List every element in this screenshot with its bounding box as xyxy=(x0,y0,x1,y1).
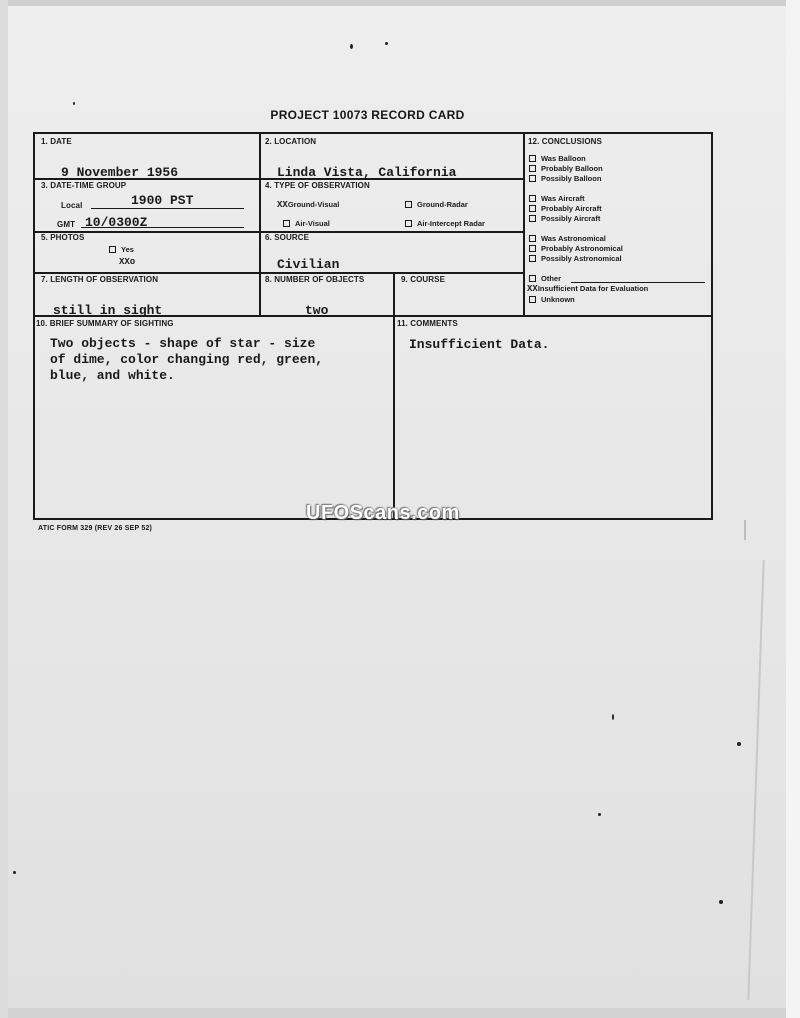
frame-top xyxy=(33,132,713,134)
checkbox xyxy=(529,155,536,162)
divider-v1 xyxy=(259,132,261,316)
other-underline xyxy=(571,282,705,283)
photos-no-marked: XXo xyxy=(119,257,136,267)
paper-crease xyxy=(744,520,746,540)
summary-line-1: Two objects - shape of star - size xyxy=(50,336,316,351)
checkbox xyxy=(529,255,536,262)
conclusion-probably-balloon: Probably Balloon xyxy=(529,164,603,173)
checkbox xyxy=(529,275,536,282)
source-label: 6. SOURCE xyxy=(265,233,310,242)
location-label: 2. LOCATION xyxy=(265,137,317,146)
number-of-objects-value: two xyxy=(305,303,329,318)
record-card xyxy=(33,132,713,520)
air-visual-text: Air-Visual xyxy=(295,219,330,228)
scan-speck xyxy=(612,714,614,720)
local-time-value: 1900 PST xyxy=(131,193,194,208)
scan-speck xyxy=(598,813,601,816)
conclusion-unknown: Unknown xyxy=(529,295,575,304)
comments-label: 11. COMMENTS xyxy=(397,319,458,328)
summary-line-3: blue, and white. xyxy=(50,368,175,383)
conclusion-probably-astronomical: Probably Astronomical xyxy=(529,244,623,253)
scan-speck xyxy=(73,102,75,105)
date-label: 1. DATE xyxy=(41,137,72,146)
scan-speck xyxy=(737,742,741,746)
checkbox xyxy=(529,195,536,202)
conclusions-label: 12. CONCLUSIONS xyxy=(528,137,602,146)
conclusion-insufficient-data: XXInsufficient Data for Evaluation xyxy=(527,284,649,294)
checkbox xyxy=(529,296,536,303)
location-value: Linda Vista, California xyxy=(277,165,457,180)
photos-label: 5. PHOTOS xyxy=(41,233,85,242)
brief-summary-label: 10. BRIEF SUMMARY OF SIGHTING xyxy=(36,319,174,328)
scan-edge-left xyxy=(0,0,8,1018)
photos-yes-checkbox xyxy=(109,246,116,253)
length-of-observation-value: still in sight xyxy=(53,303,163,318)
summary-line-2: of dime, color changing red, green, xyxy=(50,352,324,367)
checkbox xyxy=(529,165,536,172)
option-air-intercept-radar xyxy=(405,219,485,228)
course-label: 9. COURSE xyxy=(401,275,446,284)
date-value: 9 November 1956 xyxy=(61,165,179,180)
conclusion-possibly-aircraft: Possibly Aircraft xyxy=(529,214,600,223)
scan-speck xyxy=(385,42,388,45)
option-ground-radar xyxy=(405,200,468,209)
scan-speck xyxy=(13,871,16,874)
option-photos-yes xyxy=(109,245,134,254)
gmt-label: GMT xyxy=(57,220,76,229)
checkbox xyxy=(529,245,536,252)
watermark: UFOScans.com xyxy=(306,502,460,524)
scan-edge-bottom xyxy=(0,1008,800,1018)
air-intercept-radar-checkbox xyxy=(405,220,412,227)
length-of-observation-label: 7. LENGTH OF OBSERVATION xyxy=(41,275,159,284)
option-ground-visual xyxy=(277,200,339,210)
air-intercept-radar-text: Air-Intercept Radar xyxy=(417,219,485,228)
ground-visual-checkmark: XX xyxy=(277,200,288,210)
ground-visual-text: Ground-Visual xyxy=(287,200,340,209)
insufficient-data-checkmark: XX xyxy=(527,284,538,294)
form-identifier: ATIC FORM 329 (REV 26 SEP 52) xyxy=(38,525,153,532)
ground-radar-checkbox xyxy=(405,201,412,208)
local-label: Local xyxy=(61,201,83,210)
checkbox xyxy=(529,235,536,242)
gmt-time-value: 10/0300Z xyxy=(85,215,148,230)
checkbox xyxy=(529,175,536,182)
checkbox xyxy=(529,205,536,212)
number-of-objects-label: 8. NUMBER OF OBJECTS xyxy=(265,275,365,284)
conclusion-probably-aircraft: Probably Aircraft xyxy=(529,204,602,213)
frame-right xyxy=(711,132,713,520)
scan-speck xyxy=(350,44,353,49)
option-air-visual xyxy=(283,219,330,228)
divider-h3 xyxy=(33,272,524,274)
date-time-group-label: 3. DATE-TIME GROUP xyxy=(41,181,127,190)
air-visual-checkbox xyxy=(283,220,290,227)
ground-radar-text: Ground-Radar xyxy=(417,200,468,209)
photos-yes-text: Yes xyxy=(121,245,134,254)
conclusion-was-balloon: Was Balloon xyxy=(529,154,586,163)
conclusion-other: Other xyxy=(529,274,561,283)
conclusion-was-aircraft: Was Aircraft xyxy=(529,194,585,203)
scan-edge-top xyxy=(0,0,800,6)
scan-speck xyxy=(719,900,723,904)
conclusion-possibly-astronomical: Possibly Astronomical xyxy=(529,254,622,263)
card-title: PROJECT 10073 RECORD CARD xyxy=(270,108,465,122)
comments-value: Insufficient Data. xyxy=(409,337,550,352)
divider-v3 xyxy=(393,272,395,520)
source-value: Civilian xyxy=(277,257,340,272)
conclusion-possibly-balloon: Possibly Balloon xyxy=(529,174,601,183)
option-photos-no xyxy=(119,257,135,267)
scan-edge-right xyxy=(786,0,800,1018)
frame-left xyxy=(33,132,35,520)
conclusion-was-astronomical: Was Astronomical xyxy=(529,234,606,243)
type-of-observation-label: 4. TYPE OF OBSERVATION xyxy=(265,181,370,190)
checkbox xyxy=(529,215,536,222)
local-underline xyxy=(91,208,244,209)
divider-v2 xyxy=(523,132,525,316)
